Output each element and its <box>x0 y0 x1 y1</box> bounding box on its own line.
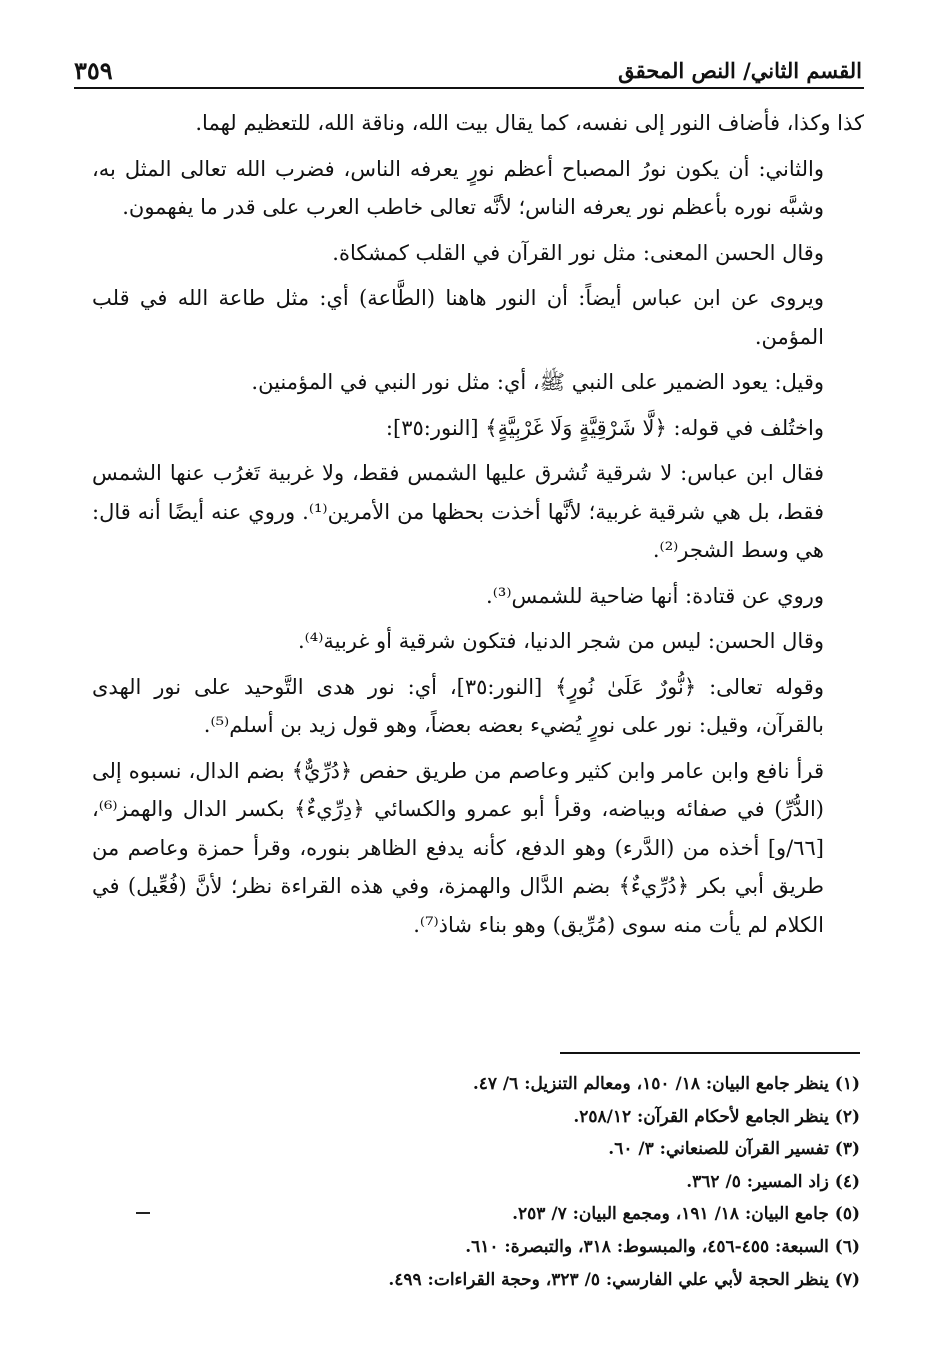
paragraph: قرأ نافع وابن عامر وابن كثير وعاصم من طريق حفص ﴿دُرِّيٌّ﴾ بضم الدال، نسبوه إلى (الدُّرِّ) في صفائه وبياضه، وقرأ أبو عمرو والكسائي ﴿دِرِّيءٌ﴾ بكسر الدال والهمز⁽⁶⁾، [٦٦/و] أخذه من (الدَّرء) وهو الدفع، كأنه يدفع الظاهر بنوره، وقرأ حمزة وعاصم من طريق أبي بكر ﴿دُرِّيءٌ﴾ بضم الدَّال والهمزة، وفي هذه القراءة نظر؛ لأنَّ (فُعِّيل) في الكلام لم يأت منه سوى (مُرِّيق) وهو بناء شاذ⁽⁷⁾. <box>92 758 824 937</box>
footnote-rule <box>560 1052 860 1054</box>
page-number: ٣٥٩ <box>74 56 113 85</box>
footnote: (٥) جامع البيان: ١٨/ ١٩١، ومجمع البيان: ٧/ ٢٥٣. <box>512 1204 860 1225</box>
footnote: (١) ينظر جامع البيان: ١٨/ ١٥٠، ومعالم التنزيل: ٦/ ٤٧. <box>472 1074 860 1094</box>
paragraph: وروي عن قتادة: أنها ضاحية للشمس⁽³⁾. <box>486 583 824 608</box>
paragraph: واختُلف في قوله: ﴿لَّا شَرْقِيَّةٍ وَلَا غَرْبِيَّةٍ﴾ [النور:٣٥]: <box>385 415 824 440</box>
footnote: (٤) زاد المسير: ٥/ ٣٦٢. <box>686 1171 860 1192</box>
paragraph: وقوله تعالى: ﴿نُّورٌ عَلَىٰ نُورٍ﴾ [النور:٣٥]، أي: نور هدى التَّوحيد على نور الهدى بالقرآن، وقيل: نور على نورٍ يُضيء بعضه بعضاً، وهو قول زيد بن أسلم⁽⁵⁾. <box>92 674 824 737</box>
footnote: (٢) ينظر الجامع لأحكام القرآن: ٢٥٨/١٢. <box>573 1106 860 1127</box>
stray-mark <box>136 1212 150 1214</box>
footnotes <box>92 1068 860 1296</box>
footnote: (٣) تفسير القرآن للصنعاني: ٣/ ٦٠. <box>608 1139 860 1160</box>
footnote: (٦) السبعة: ٤٥٥-٤٥٦، والمبسوط: ٣١٨، والتبصرة: ٦١٠. <box>465 1236 860 1257</box>
header-rule <box>74 87 864 89</box>
paragraph: وقال الحسن المعنى: مثل نور القرآن في القلب كمشكاة. <box>332 240 824 265</box>
paragraph: فقال ابن عباس: لا شرقية تُشرق عليها الشمس فقط، ولا غربية تَغرُب عنها الشمس فقط، بل هي شرقية غربية؛ لأنَّها أخذت بحظها من الأمرين⁽¹⁾. وروي عنه أيضًا أنه قال: هي وسط الشجر⁽²⁾. <box>92 461 824 562</box>
footnote: (٧) ينظر الحجة لأبي علي الفارسي: ٥/ ٣٢٣، وحجة القراءات: ٤٩٩. <box>388 1269 860 1290</box>
running-head: القسم الثاني/ النص المحقق <box>618 58 862 83</box>
paragraph: وقيل: يعود الضمير على النبي ﷺ، أي: مثل نور النبي في المؤمنين. <box>251 370 824 394</box>
paragraph: ويروى عن ابن عباس أيضاً: أن النور هاهنا (الطَّاعة) أي: مثل طاعة الله في قلب المؤمن. <box>92 286 824 349</box>
paragraph: والثاني: أن يكون نورُ المصباح أعظم نورٍ يعرفه الناس، فضرب الله تعالى المثل به، وشبَّه نوره بأعظم نور يعرفه الناس؛ لأنَّه تعالى خاطب العرب على قدر ما يفهمون. <box>92 156 824 219</box>
page-header <box>74 52 862 86</box>
main-text <box>92 104 864 944</box>
paragraph: وقال الحسن: ليس من شجر الدنيا، فتكون شرقية أو غربية⁽⁴⁾. <box>297 629 824 653</box>
paragraph: كذا وكذا، فأضاف النور إلى نفسه، كما يقال بيت الله، وناقة الله، للتعظيم لهما. <box>195 111 864 135</box>
